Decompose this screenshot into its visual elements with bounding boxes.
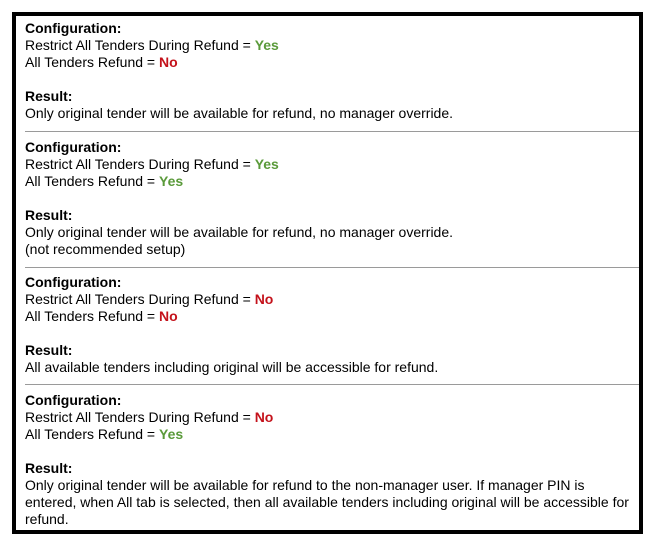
result-heading: Result: — [25, 88, 73, 104]
config-section-3 — [25, 274, 629, 376]
all-tenders-value: Yes — [159, 173, 184, 189]
restrict-value: Yes — [254, 156, 279, 172]
all-tenders-setting — [25, 173, 629, 190]
restrict-label: Restrict All Tenders During Refund = — [25, 409, 255, 425]
restrict-value: Yes — [254, 37, 279, 53]
config-section-4 — [25, 392, 629, 528]
config-heading: Configuration: — [25, 392, 122, 408]
all-tenders-value: Yes — [159, 426, 184, 442]
restrict-setting — [25, 156, 629, 173]
config-table — [12, 12, 643, 534]
all-tenders-label: All Tenders Refund = — [25, 308, 159, 324]
all-tenders-setting — [25, 54, 629, 71]
result-heading: Result: — [25, 342, 73, 358]
all-tenders-value: No — [159, 308, 178, 324]
all-tenders-value: No — [159, 54, 178, 70]
config-section-2 — [25, 139, 629, 258]
section-divider — [25, 267, 639, 268]
result-text: All available tenders including original will be accessible for refund. — [25, 359, 439, 375]
all-tenders-label: All Tenders Refund = — [25, 173, 159, 189]
restrict-setting — [25, 291, 629, 308]
restrict-value: No — [254, 291, 274, 307]
restrict-value: No — [254, 409, 274, 425]
result-note: (not recommended setup) — [25, 241, 186, 257]
config-heading: Configuration: — [25, 139, 122, 155]
config-heading: Configuration: — [25, 20, 122, 36]
result-heading: Result: — [25, 207, 73, 223]
config-heading: Configuration: — [25, 274, 122, 290]
all-tenders-label: All Tenders Refund = — [25, 426, 159, 442]
restrict-setting — [25, 409, 629, 426]
restrict-label: Restrict All Tenders During Refund = — [25, 291, 255, 307]
section-divider — [25, 384, 639, 385]
result-text: Only original tender will be available for refund, no manager override. — [25, 224, 454, 240]
restrict-label: Restrict All Tenders During Refund = — [25, 37, 255, 53]
restrict-setting — [25, 37, 629, 54]
all-tenders-setting — [25, 308, 629, 325]
result-text: Only original tender will be available for refund, no manager override. — [25, 105, 454, 121]
result-heading: Result: — [25, 460, 73, 476]
all-tenders-setting — [25, 426, 629, 443]
section-divider — [25, 131, 639, 132]
restrict-label: Restrict All Tenders During Refund = — [25, 156, 255, 172]
all-tenders-label: All Tenders Refund = — [25, 54, 159, 70]
config-section-1 — [25, 20, 629, 122]
result-text: Only original tender will be available for refund to the non-manager user. If manager PIN is entered, when All tab is selected, then all available tenders including original will be accessible for refund. — [25, 477, 629, 527]
